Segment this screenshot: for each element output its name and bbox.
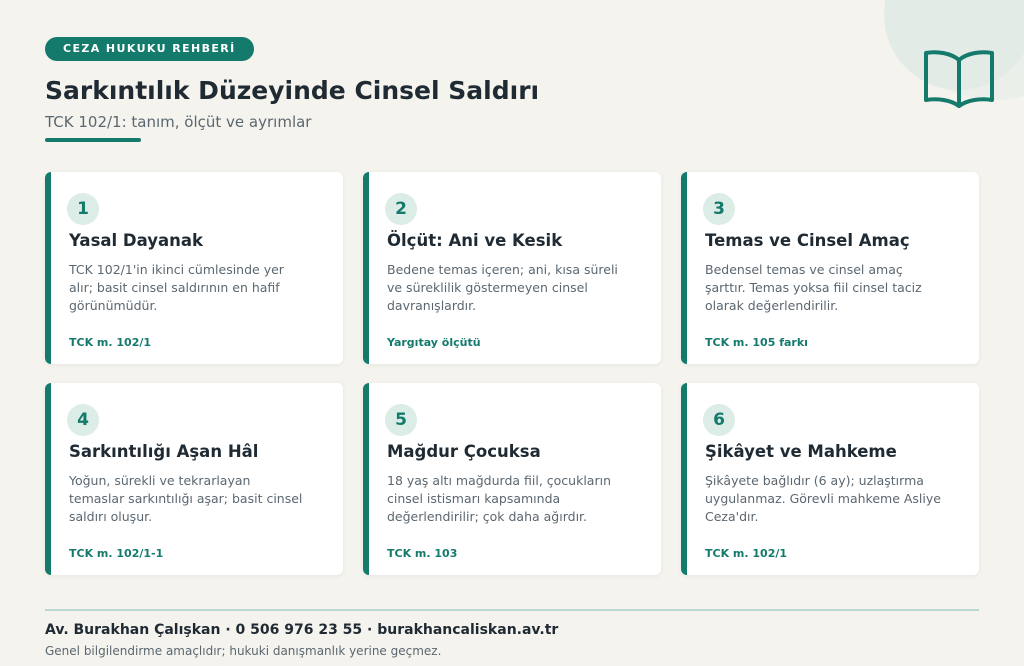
- card-reference: TCK m. 102/1: [705, 547, 788, 560]
- info-card-6: [681, 383, 979, 575]
- page-subtitle: TCK 102/1: tanım, ölçüt ve ayrımlar: [45, 113, 312, 131]
- title-underline: [45, 138, 141, 142]
- card-title: Sarkıntılığı Aşan Hâl: [69, 442, 259, 461]
- footer-divider: [45, 609, 979, 611]
- card-accent-bar: [45, 172, 51, 364]
- card-body: Bedene temas içeren; ani, kısa süreli ve süreklilik göstermeyen cinsel davranışlardır.: [387, 262, 618, 313]
- card-accent-bar: [363, 172, 369, 364]
- card-body: TCK 102/1'in ikinci cümlesinde yer alır; basit cinsel saldırının en hafif görünümüdür.: [69, 262, 284, 313]
- card-accent-bar: [681, 383, 687, 575]
- footer-contact: Av. Burakhan Çalışkan · 0 506 976 23 55 · burakhancaliskan.av.tr: [45, 622, 559, 638]
- card-body: 18 yaş altı mağdurda fiil, çocukların cinsel istismarı kapsamında değerlendirilir; çok daha ağırdır.: [387, 473, 612, 524]
- card-accent-bar: [681, 172, 687, 364]
- info-card-2: [363, 172, 661, 364]
- card-number: 2: [385, 193, 417, 225]
- card-number: 3: [703, 193, 735, 225]
- card-number: 5: [385, 404, 417, 436]
- card-title: Şikâyet ve Mahkeme: [705, 442, 897, 461]
- card-number: 4: [67, 404, 99, 436]
- footer-disclaimer: Genel bilgilendirme amaçlıdır; hukuki danışmanlık yerine geçmez.: [45, 644, 442, 658]
- page-title: Sarkıntılık Düzeyinde Cinsel Saldırı: [45, 76, 540, 105]
- info-card-5: [363, 383, 661, 575]
- card-reference: Yargıtay ölçütü: [387, 336, 481, 349]
- card-body: Şikâyete bağlıdır (6 ay); uzlaştırma uygulanmaz. Görevli mahkeme Asliye Ceza'dır.: [705, 473, 941, 524]
- info-card-3: [681, 172, 979, 364]
- info-card-1: [45, 172, 343, 364]
- info-card-4: [45, 383, 343, 575]
- category-badge: CEZA HUKUKU REHBERİ: [45, 37, 254, 61]
- card-reference: TCK m. 102/1: [69, 336, 152, 349]
- card-reference: TCK m. 105 farkı: [705, 336, 808, 349]
- card-number: 6: [703, 404, 735, 436]
- card-body: Yoğun, sürekli ve tekrarlayan temaslar sarkıntılığı aşar; basit cinsel saldırı oluşur.: [69, 473, 303, 524]
- card-accent-bar: [363, 383, 369, 575]
- card-title: Yasal Dayanak: [69, 231, 203, 250]
- open-book-icon: [921, 46, 997, 108]
- card-accent-bar: [45, 383, 51, 575]
- card-reference: TCK m. 103: [387, 547, 458, 560]
- card-title: Temas ve Cinsel Amaç: [705, 231, 910, 250]
- card-number: 1: [67, 193, 99, 225]
- card-reference: TCK m. 102/1-1: [69, 547, 164, 560]
- card-title: Mağdur Çocuksa: [387, 442, 541, 461]
- card-body: Bedensel temas ve cinsel amaç şarttır. Temas yoksa fiil cinsel taciz olarak değerlendirilir.: [705, 262, 922, 313]
- card-title: Ölçüt: Ani ve Kesik: [387, 231, 563, 250]
